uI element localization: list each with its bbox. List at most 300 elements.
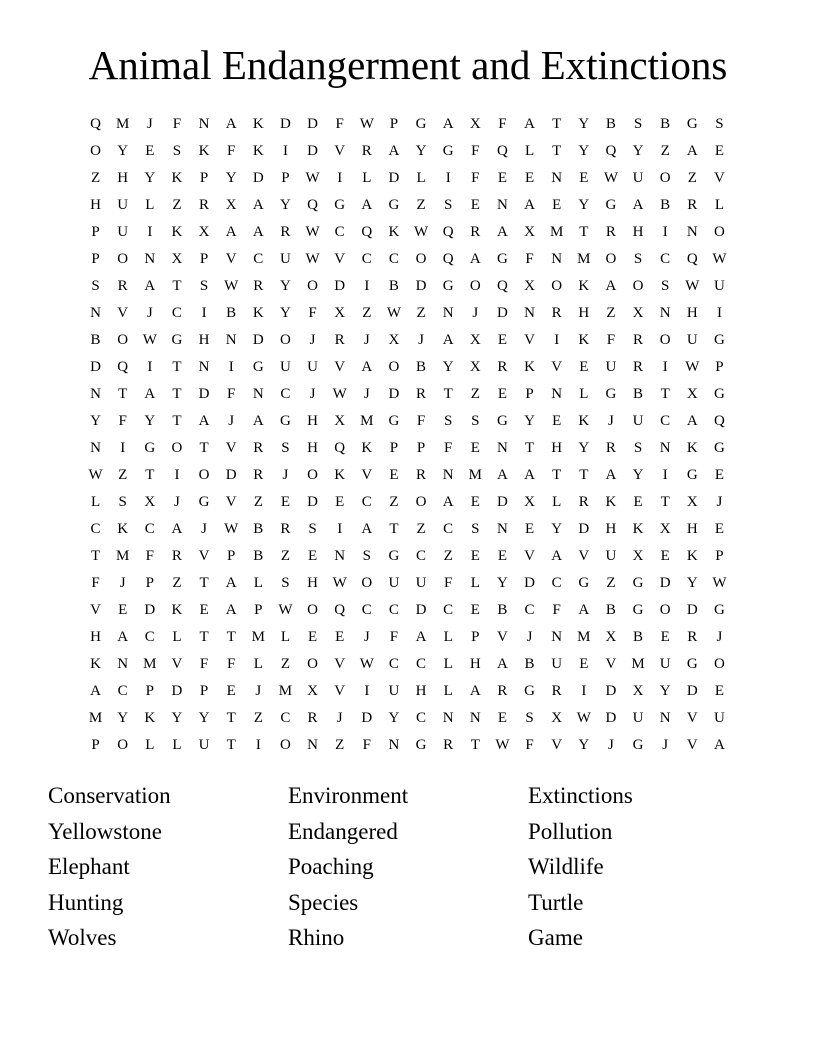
grid-letter: K (361, 440, 373, 456)
grid-letter: Y (117, 710, 129, 726)
grid-letter: T (199, 440, 209, 456)
grid-letter: J (526, 629, 533, 645)
grid-letter: O (90, 143, 101, 159)
grid-letter: F (172, 116, 182, 132)
grid-letter: K (90, 656, 101, 672)
word-list-item: Pollution (528, 818, 613, 844)
grid-letter: V (334, 251, 346, 267)
grid-letter: O (714, 656, 725, 672)
grid-letter: G (144, 440, 156, 456)
grid-letter: H (307, 413, 318, 429)
grid-letter: U (388, 575, 400, 591)
grid-letter: J (418, 332, 424, 348)
grid-letter: C (253, 251, 264, 267)
grid-letter: V (334, 683, 346, 699)
grid-letter: P (91, 737, 100, 753)
grid-letter: T (470, 737, 480, 753)
grid-letter: K (171, 602, 183, 618)
grid-letter: E (199, 602, 209, 618)
grid-letter: V (225, 440, 237, 456)
grid-letter: A (252, 224, 264, 240)
grid-letter: V (334, 143, 346, 159)
grid-letter: R (633, 359, 644, 375)
grid-letter: A (144, 386, 156, 402)
grid-letter: T (552, 143, 562, 159)
grid-letter: I (364, 683, 370, 699)
grid-letter: I (147, 359, 153, 375)
grid-letter: O (280, 737, 291, 753)
grid-letter: D (307, 494, 318, 510)
grid-letter: M (360, 413, 374, 429)
grid-letter: H (578, 305, 590, 321)
grid-letter: R (199, 197, 210, 213)
page-title: Animal Endangerment and Extinctions (88, 42, 728, 88)
grid-letter: Y (578, 737, 590, 753)
grid-letter: C (524, 602, 535, 618)
grid-letter: A (388, 143, 400, 159)
grid-letter: R (497, 359, 508, 375)
grid-letter: D (578, 521, 590, 537)
grid-letter: M (251, 629, 265, 645)
grid-row (82, 705, 733, 732)
grid-letter: B (497, 602, 508, 618)
grid-letter: L (90, 494, 101, 510)
grid-letter: Y (632, 467, 644, 483)
grid-letter: O (198, 467, 210, 483)
grid-letter: E (579, 359, 589, 375)
grid-letter: F (525, 251, 534, 267)
grid-letter: G (714, 386, 725, 402)
grid-letter: O (280, 332, 291, 348)
grid-letter: X (686, 386, 698, 402)
grid-letter: J (309, 386, 316, 402)
grid-letter: C (144, 629, 155, 645)
grid-letter: N (117, 656, 129, 672)
grid-letter: Y (442, 359, 454, 375)
grid-letter: R (280, 521, 291, 537)
grid-letter: L (470, 575, 480, 591)
grid-letter: C (443, 602, 454, 618)
grid-letter: P (389, 440, 399, 456)
grid-letter: Q (307, 197, 318, 213)
grid-letter: T (226, 710, 236, 726)
grid-letter: E (714, 467, 725, 483)
grid-letter: C (660, 413, 671, 429)
grid-letter: U (551, 656, 563, 672)
grid-letter: F (118, 413, 127, 429)
grid-letter: Q (605, 143, 617, 159)
grid-letter: T (579, 467, 589, 483)
grid-letter: L (714, 197, 725, 213)
grid-letter: W (495, 737, 510, 753)
grid-letter: I (662, 359, 668, 375)
grid-letter: Z (172, 197, 182, 213)
grid-letter: N (524, 305, 535, 321)
grid-letter: S (91, 278, 100, 294)
grid-letter: B (226, 305, 237, 321)
grid-letter: E (335, 629, 345, 645)
grid-letter: Y (578, 143, 590, 159)
grid-letter: W (305, 224, 320, 240)
grid-letter: F (199, 656, 209, 672)
grid-letter: P (199, 251, 209, 267)
grid-letter: R (416, 386, 427, 402)
grid-letter: R (551, 683, 562, 699)
grid-letter: A (497, 224, 508, 240)
grid-letter: O (117, 737, 129, 753)
grid-letter: X (198, 224, 210, 240)
grid-letter: F (471, 143, 480, 159)
grid-letter: E (497, 332, 508, 348)
grid-letter: Y (280, 197, 291, 213)
grid-letter: U (388, 683, 400, 699)
grid-letter: U (659, 656, 671, 672)
grid-letter: H (415, 683, 427, 699)
grid-letter: R (605, 224, 616, 240)
grid-letter: F (362, 737, 371, 753)
grid-letter: X (469, 116, 481, 132)
grid-letter: Q (714, 413, 725, 429)
grid-letter: X (632, 548, 644, 564)
grid-letter: S (525, 710, 534, 726)
grid-letter: P (416, 440, 426, 456)
grid-letter: I (255, 737, 261, 753)
grid-letter: T (524, 440, 535, 456)
grid-letter: Z (606, 575, 616, 591)
grid-letter: O (307, 278, 318, 294)
grid-letter: S (715, 116, 724, 132)
grid-letter: E (497, 386, 508, 402)
grid-letter: A (361, 197, 373, 213)
grid-letter: G (686, 467, 698, 483)
grid-letter: N (442, 710, 454, 726)
grid-letter: V (714, 170, 725, 186)
grid-letter: T (199, 629, 209, 645)
grid-letter: P (199, 683, 209, 699)
grid-letter: A (415, 629, 427, 645)
grid-letter: F (471, 170, 480, 186)
grid-letter: O (659, 332, 671, 348)
grid-row (82, 381, 733, 408)
grid-letter: J (363, 386, 370, 402)
grid-letter: G (415, 116, 427, 132)
grid-letter: R (687, 629, 698, 645)
grid-letter: S (444, 197, 453, 213)
grid-letter: B (605, 116, 616, 132)
grid-letter: N (497, 521, 508, 537)
word-list-item: Wolves (48, 925, 117, 951)
grid-letter: D (307, 116, 318, 132)
grid-letter: A (524, 197, 535, 213)
grid-letter: T (660, 386, 670, 402)
grid-letter: U (605, 548, 617, 564)
word-list-item: Species (288, 889, 359, 915)
grid-letter: N (388, 737, 400, 753)
grid-letter: K (632, 521, 644, 537)
grid-letter: L (362, 170, 372, 186)
grid-letter: H (307, 575, 318, 591)
grid-letter: V (605, 656, 617, 672)
word-list-item: Conservation (48, 783, 171, 808)
grid-letter: X (524, 278, 535, 294)
grid-letter: X (524, 224, 535, 240)
word-list-item: Rhino (288, 925, 345, 951)
grid-letter: X (632, 305, 644, 321)
grid-letter: C (361, 251, 372, 267)
grid-letter: I (174, 467, 180, 483)
grid-letter: N (497, 440, 508, 456)
grid-letter: Z (90, 170, 101, 186)
grid-letter: A (252, 413, 264, 429)
grid-row (82, 570, 733, 597)
grid-row (82, 246, 733, 273)
grid-letter: G (388, 548, 400, 564)
grid-letter: X (334, 305, 346, 321)
grid-letter: A (524, 467, 535, 483)
grid-row (82, 624, 733, 651)
grid-letter: G (632, 575, 644, 591)
grid-letter: V (524, 548, 535, 564)
grid-letter: N (90, 386, 101, 402)
grid-letter: Z (253, 494, 263, 510)
grid-letter: O (415, 251, 427, 267)
grid-letter: J (146, 305, 153, 321)
grid-letter: D (198, 386, 210, 402)
grid-letter: T (199, 575, 209, 591)
grid-letter: S (444, 413, 453, 429)
grid-letter: H (198, 332, 210, 348)
grid-letter: F (444, 440, 453, 456)
grid-letter: K (686, 440, 698, 456)
grid-letter: M (116, 116, 130, 132)
grid-letter: E (470, 440, 480, 456)
grid-letter: H (632, 224, 644, 240)
grid-row (82, 651, 733, 678)
grid-letter: G (334, 197, 346, 213)
grid-letter: G (632, 602, 644, 618)
grid-letter: U (117, 197, 129, 213)
grid-letter: N (307, 737, 318, 753)
grid-letter: F (606, 332, 616, 348)
grid-letter: F (552, 602, 561, 618)
grid-letter: V (171, 656, 183, 672)
grid-letter: J (336, 710, 343, 726)
grid-letter: E (524, 521, 535, 537)
grid-letter: Z (118, 467, 128, 483)
grid-letter: L (416, 170, 426, 186)
grid-letter: N (252, 386, 264, 402)
grid-letter: G (497, 413, 508, 429)
grid-letter: E (579, 170, 589, 186)
grid-letter: U (714, 278, 725, 294)
grid-letter: D (388, 386, 400, 402)
grid-letter: R (171, 548, 182, 564)
grid-letter: Z (443, 548, 453, 564)
grid-letter: O (551, 278, 563, 294)
grid-letter: Z (253, 710, 263, 726)
grid-letter: K (686, 548, 698, 564)
grid-letter: A (632, 197, 644, 213)
grid-letter: J (716, 629, 723, 645)
grid-letter: O (388, 359, 400, 375)
grid-letter: E (660, 629, 670, 645)
grid-letter: R (633, 332, 644, 348)
grid-letter: B (633, 629, 644, 645)
grid-letter: L (552, 494, 562, 510)
grid-letter: V (361, 467, 373, 483)
grid-letter: X (632, 683, 644, 699)
grid-letter: U (714, 710, 725, 726)
grid-letter: M (143, 656, 157, 672)
grid-letter: R (497, 683, 508, 699)
grid-letter: M (550, 224, 564, 240)
grid-letter: I (554, 332, 560, 348)
grid-letter: B (253, 521, 264, 537)
grid-letter: R (253, 440, 264, 456)
grid-letter: O (659, 170, 671, 186)
grid-letter: K (198, 143, 210, 159)
grid-letter: Z (416, 197, 426, 213)
grid-letter: G (632, 737, 644, 753)
grid-letter: A (442, 332, 454, 348)
grid-letter: N (225, 332, 237, 348)
grid-letter: N (497, 197, 508, 213)
grid-letter: R (253, 278, 264, 294)
grid-letter: T (118, 386, 128, 402)
grid-letter: Q (442, 224, 454, 240)
grid-letter: G (442, 143, 454, 159)
grid-letter: W (712, 575, 727, 591)
grid-letter: L (280, 629, 291, 645)
word-list-item: Poaching (288, 854, 374, 880)
grid-letter: P (254, 602, 263, 618)
grid-letter: A (605, 278, 617, 294)
grid-letter: Y (171, 710, 183, 726)
grid-letter: M (468, 467, 482, 483)
grid-letter: Q (686, 251, 698, 267)
word-list-item: Endangered (288, 818, 398, 844)
grid-letter: F (335, 116, 344, 132)
grid-letter: A (714, 737, 725, 753)
grid-letter: F (389, 629, 399, 645)
grid-letter: P (199, 170, 209, 186)
grid-letter: J (716, 494, 723, 510)
grid-letter: H (117, 170, 129, 186)
grid-letter: E (389, 467, 399, 483)
grid-letter: D (307, 143, 318, 159)
grid-letter: Q (334, 440, 346, 456)
grid-letter: A (469, 683, 481, 699)
grid-row (82, 327, 733, 354)
grid-letter: Y (578, 197, 590, 213)
grid-letter: E (226, 683, 236, 699)
grid-letter: X (144, 494, 156, 510)
grid-letter: W (332, 386, 347, 402)
grid-letter: X (225, 197, 237, 213)
grid-letter: G (497, 251, 508, 267)
grid-letter: I (120, 440, 126, 456)
grid-letter: O (307, 467, 318, 483)
grid-letter: M (631, 656, 645, 672)
grid-letter: U (280, 359, 291, 375)
grid-letter: X (686, 494, 698, 510)
grid-letter: I (445, 170, 451, 186)
grid-letter: A (252, 197, 264, 213)
grid-letter: M (88, 710, 103, 726)
grid-letter: T (660, 494, 670, 510)
grid-letter: B (605, 602, 616, 618)
grid-letter: N (659, 305, 671, 321)
grid-letter: T (579, 224, 589, 240)
grid-letter: J (472, 305, 479, 321)
grid-letter: J (363, 332, 370, 348)
grid-letter: C (388, 251, 399, 267)
grid-letter: M (116, 548, 130, 564)
grid-letter: K (171, 224, 183, 240)
grid-letter: E (633, 494, 643, 510)
grid-letter: G (714, 602, 725, 618)
grid-letter: Y (415, 143, 427, 159)
grid-letter: S (633, 251, 643, 267)
grid-letter: Y (225, 170, 237, 186)
grid-letter: N (442, 467, 454, 483)
grid-letter: K (334, 467, 346, 483)
grid-letter: A (442, 116, 454, 132)
word-list-item: Yellowstone (48, 818, 162, 844)
grid-letter: R (687, 197, 698, 213)
grid-letter: E (714, 521, 725, 537)
grid-letter: V (334, 359, 346, 375)
grid-letter: R (117, 278, 128, 294)
grid-letter: Y (686, 575, 698, 591)
grid-letter: H (90, 197, 101, 213)
grid-letter: K (171, 170, 183, 186)
grid-letter: D (605, 710, 617, 726)
grid-letter: A (551, 548, 563, 564)
grid-letter: G (714, 332, 725, 348)
grid-letter: W (332, 575, 347, 591)
grid-letter: Y (144, 413, 156, 429)
word-list-item: Environment (288, 783, 409, 808)
grid-letter: D (524, 575, 535, 591)
grid-letter: W (359, 116, 374, 132)
grid-row (82, 597, 733, 624)
grid-letter: S (281, 575, 290, 591)
grid-letter: Z (335, 737, 345, 753)
grid-letter: D (225, 467, 237, 483)
grid-letter: T (389, 521, 399, 537)
grid-letter: X (551, 710, 563, 726)
grid-letter: X (388, 332, 400, 348)
grid-row (82, 300, 733, 327)
grid-letter: N (334, 548, 346, 564)
grid-letter: Q (334, 602, 346, 618)
grid-letter: I (337, 170, 343, 186)
word-list-item: Extinctions (528, 783, 633, 808)
grid-letter: E (470, 548, 480, 564)
grid-letter: E (280, 494, 291, 510)
grid-letter: Q (90, 116, 101, 132)
grid-letter: A (497, 656, 508, 672)
grid-letter: A (171, 521, 183, 537)
grid-letter: I (662, 224, 668, 240)
grid-letter: N (90, 440, 101, 456)
grid-letter: J (146, 116, 153, 132)
grid-letter: J (608, 413, 614, 429)
grid-letter: F (416, 413, 426, 429)
grid-letter: O (117, 251, 129, 267)
grid-letter: T (172, 413, 182, 429)
